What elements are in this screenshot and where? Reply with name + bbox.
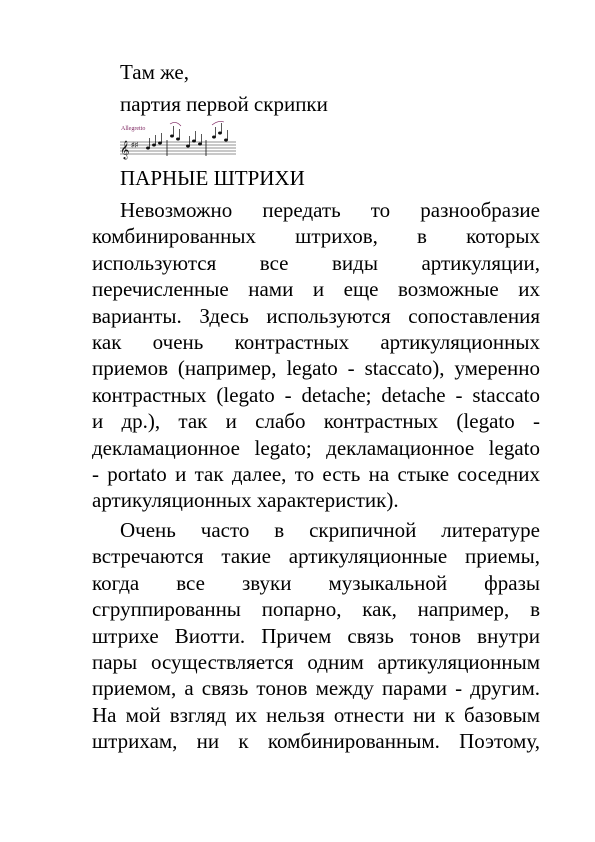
- figure-caption: партия первой скрипки: [120, 92, 328, 116]
- paragraph-line: Невозможно передать то разнообразие: [120, 198, 540, 222]
- paragraph-line: - portato и так далее, то есть на стыке соседних: [92, 462, 540, 486]
- paragraph-line: как очень контрастных артикуляционных: [92, 330, 540, 354]
- tempo-marking: Allegretto: [121, 126, 146, 132]
- paragraph-line: штрихам, ни к комбинированным. Поэтому,: [92, 729, 540, 754]
- paragraph-line: приемом, а связь тонов между парами - другим.: [92, 676, 540, 701]
- paragraph-line: пары осуществляется одним артикуляционным: [92, 650, 540, 674]
- paragraph-line: декламационное legato; декламационное legato: [92, 435, 540, 460]
- treble-clef-icon: 𝄞: [120, 142, 130, 159]
- paragraph-line: используются все виды артикуляции,: [92, 250, 540, 275]
- paragraph-line: штрихе Виотти. Причем связь тонов внутри: [92, 623, 540, 648]
- paragraph-line: комбинированных штрихов, в которых: [92, 224, 540, 249]
- paragraph-line: когда все звуки музыкальной фразы: [92, 570, 540, 595]
- paragraph-line: Очень часто в скрипичной литературе: [120, 518, 540, 542]
- paragraph-line: сгруппированны попарно, как, например, в: [92, 597, 540, 622]
- paragraph-line: артикуляционных характеристик).: [92, 488, 399, 513]
- music-score-excerpt: [120, 120, 236, 160]
- reference-line: Там же,: [120, 60, 189, 84]
- paragraph-line: приемов (например, legato - staccato), умеренно: [92, 356, 540, 381]
- key-signature-icon: ♯♯: [131, 141, 138, 149]
- slur-marks: [170, 121, 224, 126]
- paragraph-line: контрастных (legato - detache; detache - staccato: [92, 382, 540, 407]
- paragraph-line: и др.), так и слабо контрастных (legato -: [92, 409, 540, 434]
- paragraph-line: варианты. Здесь используются сопоставления: [92, 303, 540, 328]
- paragraph-line: встречаются такие артикуляционные приемы,: [92, 544, 540, 569]
- paragraph-line: перечисленные нами и еще возможные их: [92, 277, 540, 302]
- section-title: ПАРНЫЕ ШТРИХИ: [120, 166, 305, 190]
- paragraph-line: На мой взгляд их нельзя отнести ни к базовым: [92, 702, 540, 727]
